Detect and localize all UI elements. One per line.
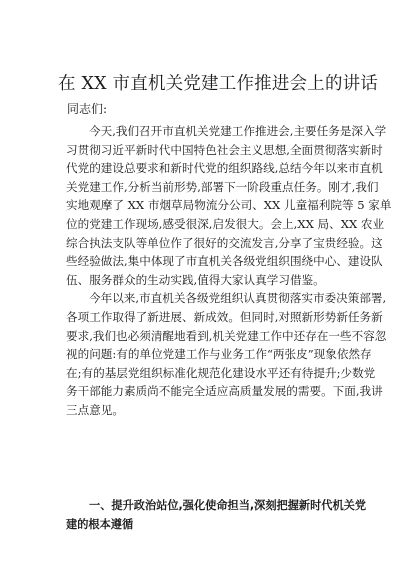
paragraph-2-line: 要求,我们也必须清醒地看到,机关党建工作中还存在一些不容忽: [66, 328, 387, 343]
paragraph-1-line: 代党的建设总要求和新时代党的组织路线,总结今年以来市直机: [66, 161, 383, 176]
heading-line: 建的根本遵循: [66, 517, 134, 531]
paragraph-1-line: 些经验做法,集中体现了市直机关各级党组织围绕中心、建设队: [66, 254, 383, 269]
paragraph-1-line: 实地观摩了 XX 市烟草局物流分公司、XX 儿童福利院等 5 家单: [66, 198, 392, 213]
paragraph-2-line: 在;有的基层党组织标准化规范化建设水平还有待提升;少数党: [66, 365, 376, 380]
section-heading-1: [66, 497, 367, 534]
paragraph-1-line: 伍、服务群众的生动实践,值得大家认真学习借鉴。: [66, 272, 325, 287]
paragraph-2-line: 三点意见。: [66, 402, 124, 417]
paragraph-2-line: 今年以来,市直机关各级党组织认真贯彻落实市委决策部署,: [89, 291, 387, 306]
speech-body: [66, 122, 392, 420]
paragraph-1-line: 习贯彻习近平新时代中国特色社会主义思想,全面贯彻落实新时: [66, 142, 383, 157]
paragraph-1-line: 综合执法支队等单位作了很好的交流发言,分享了宝贵经验。这: [66, 235, 383, 250]
salutation: 同志们:: [67, 102, 108, 116]
paragraph-1-line: 关党建工作,分析当前形势,部署下一阶段重点任务。刚才,我们: [66, 179, 379, 194]
paragraph-2-line: 视的问题:有的单位党建工作与业务工作“两张皮”现象依然存: [66, 347, 372, 362]
paragraph-2-line: 务干部能力素质尚不能完全适应高质量发展的需要。下面,我讲: [66, 384, 383, 399]
paragraph-1-line: 位的党建工作现场,感受很深,启发很大。会上,XX 局、XX 农业: [66, 216, 385, 231]
document-title: 在 XX 市直机关党建工作推进会上的讲话: [58, 74, 379, 94]
paragraph-2-line: 各项工作取得了新进展、新成效。但同时,对照新形势新任务新: [66, 309, 383, 324]
heading-line: 一、提升政治站位,强化使命担当,深刻把握新时代机关党: [89, 499, 367, 512]
paragraph-1-line: 今天,我们召开市直机关党建工作推进会,主要任务是深入学: [89, 124, 387, 138]
